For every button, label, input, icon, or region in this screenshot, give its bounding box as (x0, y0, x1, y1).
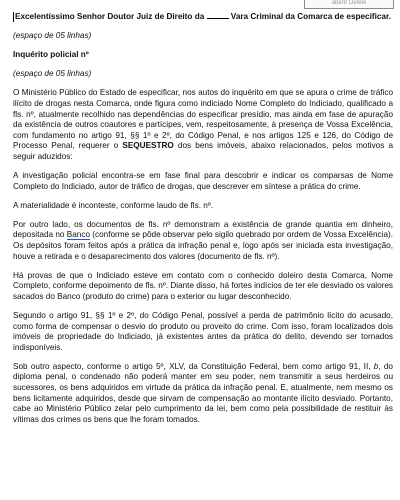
paragraph-7-text-b: , do diploma penal, o condenado não poderá manter em seu poder, nem transmitir a seus herdeiros ou sucessores, os bens adquiridos em virtude da prática da infração penal. E, atualmente, nem mesmo os bens licitamente adquiridos, desde que sirvam de compensação ao montante ilícito desviado. Portanto, cabe ao Ministério Público zelar pelo cumprimento da lei, bem como pela possibilidade de restituir às vítimas dos crimes os bens que lhe foram tomados. (13, 361, 393, 424)
paragraph-4 (13, 220, 393, 262)
window-edge-text: abertr Delete (331, 0, 367, 6)
paragraph-2: A investigação policial encontra-se em fase final para descobrir e indicar os comparsas de Nome Completo do Indiciado, autor de tráfico de drogas, que descrever em síntese a prática do crime. (13, 171, 393, 191)
paragraph-6: Segundo o artigo 91, §§ 1º e 2º, do Código Penal, possível a perda de patrimônio lícito do acusado, como forma de compensar o desvio do produto ou proveito do crime. Com isso, foram localizados dois imóveis de propriedade do Indiciado, já existentes antes da prática do delito, devendo ser tornados indisponíveis. (13, 310, 393, 352)
paragraph-1-text-b: dos bens imóveis, abaixo relacionados, pelos motivos a seguir aduzidos: (13, 141, 393, 161)
paragraph-5: Há provas de que o Indiciado esteve em contato com o conhecido doleiro desta Comarca, Nome Completo, conforme depoimento de fls. nº. Diante disso, há fortes indícios de ter ele desviado os valores sacados do Banco (produto do crime) para o exterior ou lugar desconhecido. (13, 270, 393, 301)
paragraph-3: A materialidade é inconteste, conforme laudo de fls. nº. (13, 200, 214, 210)
paragraph-7-italic: b (373, 361, 379, 371)
paragraph-7-text-a: Sob outro aspecto, conforme o artigo 5º, XLV, da Constituição Federal, bem como artigo 91, II, (13, 361, 374, 371)
inquiry-heading: Inquérito policial nº (13, 50, 89, 60)
paragraph-1-text-a: O Ministério Público do Estado de especificar, nos autos do inquérito em que se apura o crime de tráfico ilícito de drogas nesta Comarca, onde figura como indiciado Nome Completo do Indiciado, qualificado a fls. nº, atualmente recolhido nas dependências do especificar presídio, mas ainda em fase de apuração da existência de outros coautores e partícipes, vem, respeitosamente, à presença de Vossa Excelência, com fundamento no artigo 91, §§ 1º e 2º, do Código Penal, e nos artigos 125 e 126, do Código de Processo Penal, requerer o (13, 88, 393, 151)
paragraph-1 (13, 88, 393, 162)
title-blank-line (207, 11, 229, 19)
document-title (13, 11, 393, 23)
window-edge-control[interactable] (304, 0, 394, 9)
banco-link[interactable]: Banco (66, 230, 90, 240)
spacing-note-1: (espaço de 05 linhas) (13, 31, 92, 41)
title-part-1: Excelentíssimo Senhor Doutor Juiz de Direito da (14, 12, 207, 21)
paragraph-4-text-b: (conforme se pôde observar pelo sigilo quebrado por ordem de Vossa Excelência). Os depósitos foram feitos após a prática da infração penal e, logo após ser iniciada esta investigação, houve a retirada e o desaparecimento dos valores (documento de fls. nº). (13, 230, 394, 261)
title-part-2: Vara Criminal da Comarca de especificar. (228, 12, 391, 21)
document-body[interactable] (13, 11, 393, 434)
spacing-note-2: (espaço de 05 linhas) (13, 69, 92, 79)
paragraph-4-text-a: Por outro lado, os documentos de fls. nº demonstram a existência de grande quantia em dinheiro, depositada no (13, 219, 393, 240)
paragraph-1-bold: SEQUESTRO (122, 141, 174, 151)
paragraph-7 (13, 362, 393, 426)
